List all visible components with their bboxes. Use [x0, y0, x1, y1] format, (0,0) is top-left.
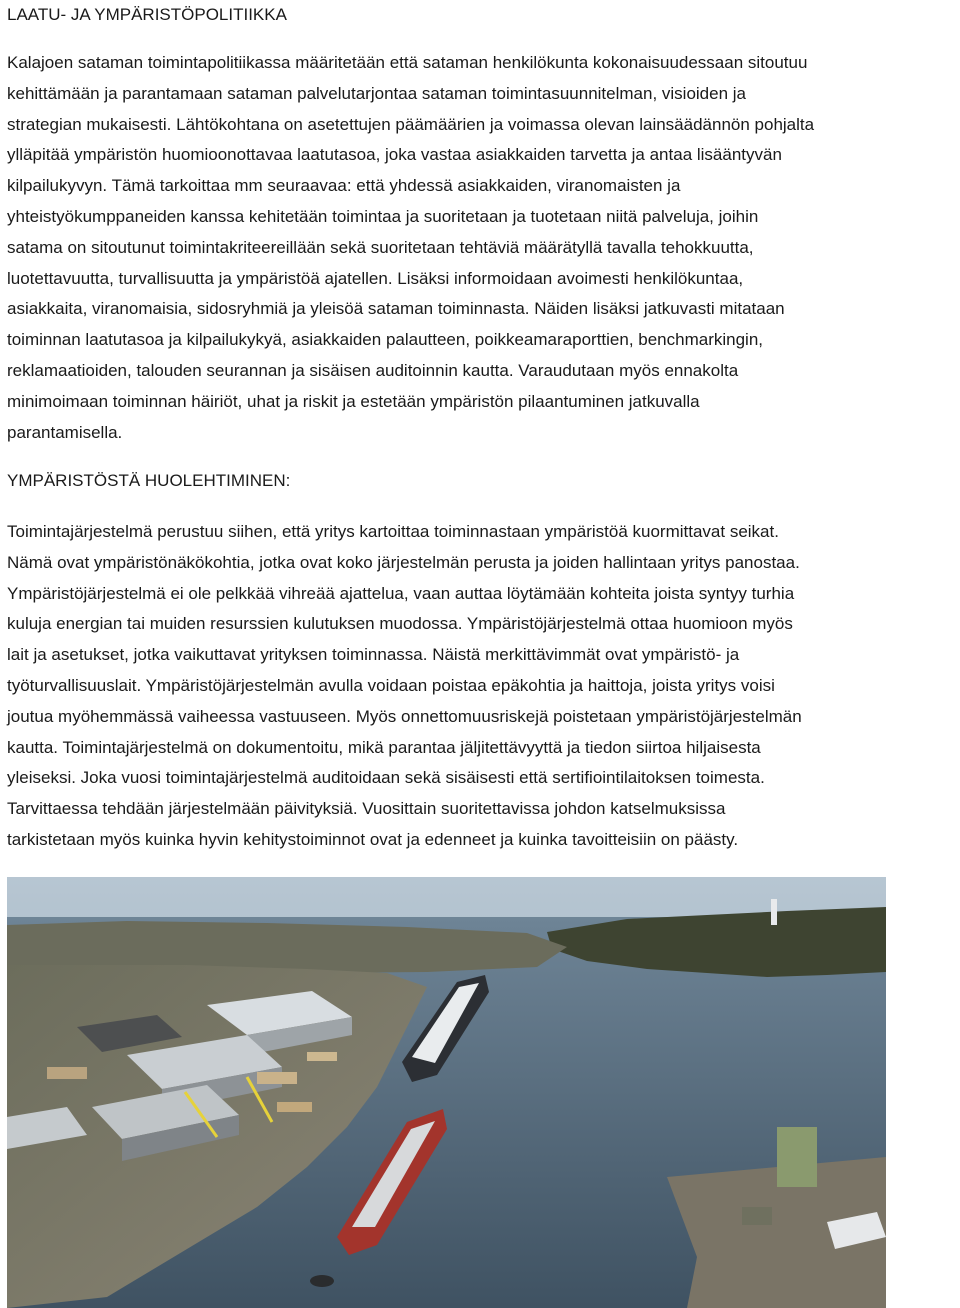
text-line: Toimintajärjestelmä perustuu siihen, että yritys kartoittaa toiminnastaan ympäristöä kuormittavat seikat. [7, 522, 779, 541]
text-line: Ympäristöjärjestelmä ei ole pelkkää vihreää ajattelua, vaan auttaa löytämään kohteita joista syntyy turhia [7, 583, 795, 603]
text-line: työturvallisuuslait. Ympäristöjärjestelmän avulla voidaan poistaa epäkohtia ja haittoja, joista yritys voisi [7, 675, 775, 695]
text-line: yleiseksi. Joka vuosi toimintajärjestelmä auditoidaan sekä sisäisesti että sertifiointilaitoksen toimesta. [7, 768, 765, 788]
harbour-illustration [7, 877, 886, 1308]
text-line: strategian mukaisesti. Lähtökohtana on asetettujen päämäärien ja voimassa olevan lainsäädännön pohjalta [7, 114, 815, 134]
text-line: Nämä ovat ympäristönäkökohtia, jotka ovat koko järjestelmän perusta ja joiden hallintaan yritys panostaa. [7, 552, 800, 572]
timber-stack [307, 1052, 337, 1061]
text-line: Tarvittaessa tehdään järjestelmään päivityksiä. Vuosittain suoritettavissa johdon katselmuksissa [7, 799, 726, 819]
text-line: kilpailukyvyn. Tämä tarkoittaa mm seuraavaa: että yhdessä asiakkaiden, viranomaisten ja [7, 176, 681, 196]
section-heading-environment: YMPÄRISTÖSTÄ HUOLEHTIMINEN: [7, 471, 291, 490]
text-line: kehittämään ja parantamaan sataman palvelutarjontaa sataman toimintasuunnitelman, visioiden ja [7, 83, 746, 103]
lighthouse [771, 899, 777, 925]
text-line: minimoimaan toiminnan häiriöt, uhat ja riskit ja estetään ympäristön pilaantuminen jatkuvalla [7, 391, 700, 411]
timber-stack [47, 1067, 87, 1079]
text-line: luotettavuutta, turvallisuutta ja ympäristöä ajatellen. Lisäksi informoidaan avoimesti henkilökuntaa, [7, 268, 744, 288]
paragraph-environment [7, 517, 957, 856]
text-line: Kalajoen sataman toimintapolitiikassa määritetään että sataman henkilökunta kokonaisuudessaan sitoutuu [7, 53, 808, 72]
text-line: toiminnan laatutasoa ja kilpailukykyä, asiakkaiden palautteen, poikkeamaraporttien, benchmarkingin, [7, 330, 764, 350]
section-heading-quality-policy: LAATU- JA YMPÄRISTÖPOLITIIKKA [7, 5, 287, 24]
text-line: lait ja asetukset, jotka vaikuttavat yrityksen toiminnassa. Näistä merkittävimmät ovat ympäristö- ja [7, 645, 740, 665]
text-line: tarkistetaan myös kuinka hyvin kehitystoiminnot ovat ja edenneet ja kuinka tavoitteisiin on päästy. [7, 829, 739, 849]
text-line: parantamisella. [7, 422, 123, 442]
text-line: yhteistyökumppaneiden kanssa kehitetään toimintaa ja suoritetaan ja tuotetaan niitä palveluja, joihin [7, 206, 759, 226]
text-line: ylläpitää ympäristön huomioonottavaa laatutasoa, joka vastaa asiakkaiden tarvetta ja antaa lisääntyvän [7, 145, 782, 165]
harbour-aerial-photo [7, 877, 886, 1308]
text-line: joutua myöhemmässä vaiheessa vastuuseen. Myös onnettomuusriskejä poistetaan ympäristöjärjestelmän [7, 706, 802, 726]
text-line: satama on sitoutunut toimintakriteereillään sekä suoritetaan tehtäviä määrätyllä tavalla tehokkuutta, [7, 237, 754, 257]
timber-stack [277, 1102, 312, 1112]
timber-stack [257, 1072, 297, 1084]
right-pier-tower [777, 1127, 817, 1187]
text-line: reklamaatioiden, talouden seurannan ja sisäisen auditoinnin kautta. Varaudutaan myös ennakolta [7, 360, 739, 380]
text-line: kuluja energian tai muiden resurssien kulutuksen muodossa. Ympäristöjärjestelmä ottaa huomioon myös [7, 614, 793, 634]
tugboat [310, 1275, 334, 1287]
right-pier-shed-2 [742, 1207, 772, 1225]
text-line: kautta. Toimintajärjestelmä on dokumentoitu, mikä parantaa jäljitettävyyttä ja tiedon siirtoa hiljaisesta [7, 737, 761, 757]
paragraph-quality-policy [7, 48, 957, 448]
text-line: asiakkaita, viranomaisia, sidosryhmiä ja yleisöä sataman toiminnasta. Näiden lisäksi jatkuvasti mitataan [7, 299, 785, 319]
